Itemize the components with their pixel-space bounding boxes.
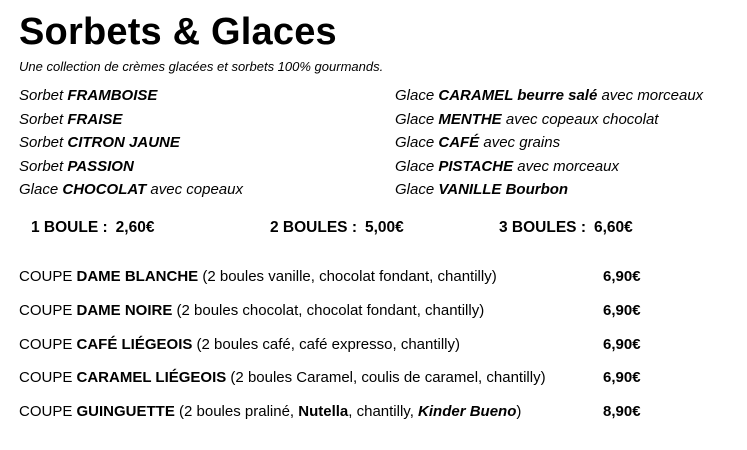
price-amount: 2,60€: [115, 219, 155, 236]
flavor-item: [395, 131, 703, 155]
coupe-name: CARAMEL LIÉGEOIS: [76, 369, 227, 387]
flavor-name: MENTHE: [438, 110, 502, 128]
flavor-list-right: [395, 84, 703, 202]
coupe-item: [19, 363, 659, 397]
coupe-item: [19, 296, 659, 330]
coupe-prefix: COUPE: [19, 268, 77, 285]
price-amount: 5,00€: [364, 219, 404, 236]
coupe-description: (2 boules Caramel, coulis de caramel, chantilly): [226, 369, 546, 387]
flavor-detail: avec morceaux: [513, 157, 619, 175]
flavor-detail: avec copeaux: [146, 181, 243, 199]
coupe-item: [19, 262, 659, 296]
flavor-type: Glace: [395, 134, 439, 152]
price-one-scoop: [31, 217, 154, 239]
coupe-price: 8,90€: [603, 403, 641, 421]
flavor-item: [395, 108, 703, 132]
coupe-ingredient: Nutella: [298, 403, 349, 421]
price-label: 2 BOULES :: [270, 219, 357, 236]
price-label: 3 BOULES :: [499, 219, 586, 236]
coupe-prefix: COUPE: [19, 301, 77, 319]
flavor-item: [19, 178, 243, 202]
flavor-name: CHOCOLAT: [62, 181, 147, 199]
menu-subtitle: Une collection de crèmes glacées et sorbets 100% gourmands.: [19, 59, 384, 74]
flavor-type: Sorbet: [19, 134, 68, 152]
flavor-item: [395, 178, 703, 202]
flavor-list-left: [19, 84, 243, 202]
coupe-description: , chantilly,: [348, 403, 419, 421]
coupe-prefix: COUPE: [19, 403, 77, 421]
coupe-price: 6,90€: [603, 335, 641, 353]
flavor-name: CARAMEL beurre salé: [438, 87, 598, 104]
flavor-item: [19, 131, 243, 155]
coupe-price: 6,90€: [603, 268, 641, 285]
flavor-name: FRAMBOISE: [67, 87, 158, 104]
flavor-item: [19, 108, 243, 132]
price-label: 1 BOULE :: [31, 219, 108, 236]
coupe-item: [19, 397, 659, 431]
flavor-name: PISTACHE: [438, 157, 514, 175]
coupe-name: GUINGUETTE: [76, 403, 175, 421]
flavor-type: Glace: [395, 181, 439, 199]
coupe-name: DAME NOIRE: [76, 301, 173, 319]
flavor-type: Glace: [395, 157, 439, 175]
flavor-item: [19, 84, 243, 108]
flavor-name: PASSION: [67, 157, 134, 175]
flavor-type: Sorbet: [19, 157, 68, 175]
coupe-name: DAME BLANCHE: [76, 268, 199, 285]
coupe-description: (2 boules chocolat, chocolat fondant, chantilly): [172, 301, 485, 319]
coupe-price: 6,90€: [603, 369, 641, 387]
price-two-scoops: [270, 217, 404, 239]
flavor-type: Glace: [395, 87, 439, 104]
flavor-detail: avec grains: [479, 134, 561, 152]
price-three-scoops: [499, 217, 633, 239]
flavor-name: CAFÉ: [438, 134, 480, 152]
flavor-type: Sorbet: [19, 110, 68, 128]
flavor-type: Sorbet: [19, 87, 68, 104]
coupe-description: ): [516, 403, 522, 421]
coupe-description: (2 boules praliné,: [174, 403, 299, 421]
coupe-description: (2 boules vanille, chocolat fondant, chantilly): [198, 268, 497, 285]
coupe-item: [19, 330, 659, 364]
coupe-list: [19, 262, 659, 431]
flavor-item: [395, 155, 703, 179]
flavor-name: FRAISE: [67, 110, 123, 128]
flavor-name: CITRON JAUNE: [67, 134, 180, 152]
flavor-detail: avec morceaux: [597, 87, 704, 104]
coupe-prefix: COUPE: [19, 335, 77, 353]
flavor-item: [395, 84, 703, 108]
flavor-type: Glace: [19, 181, 63, 199]
flavor-name: VANILLE Bourbon: [438, 181, 569, 199]
flavor-detail: avec copeaux chocolat: [501, 110, 659, 128]
flavor-item: [19, 155, 243, 179]
coupe-price: 6,90€: [603, 301, 641, 319]
coupe-description: (2 boules café, café expresso, chantilly): [192, 335, 461, 353]
flavor-type: Glace: [395, 110, 439, 128]
price-amount: 6,60€: [593, 219, 633, 236]
coupe-name: CAFÉ LIÉGEOIS: [76, 335, 193, 353]
coupe-prefix: COUPE: [19, 369, 77, 387]
coupe-ingredient: Kinder Bueno: [418, 403, 517, 421]
menu-title: Sorbets & Glaces: [19, 11, 337, 53]
